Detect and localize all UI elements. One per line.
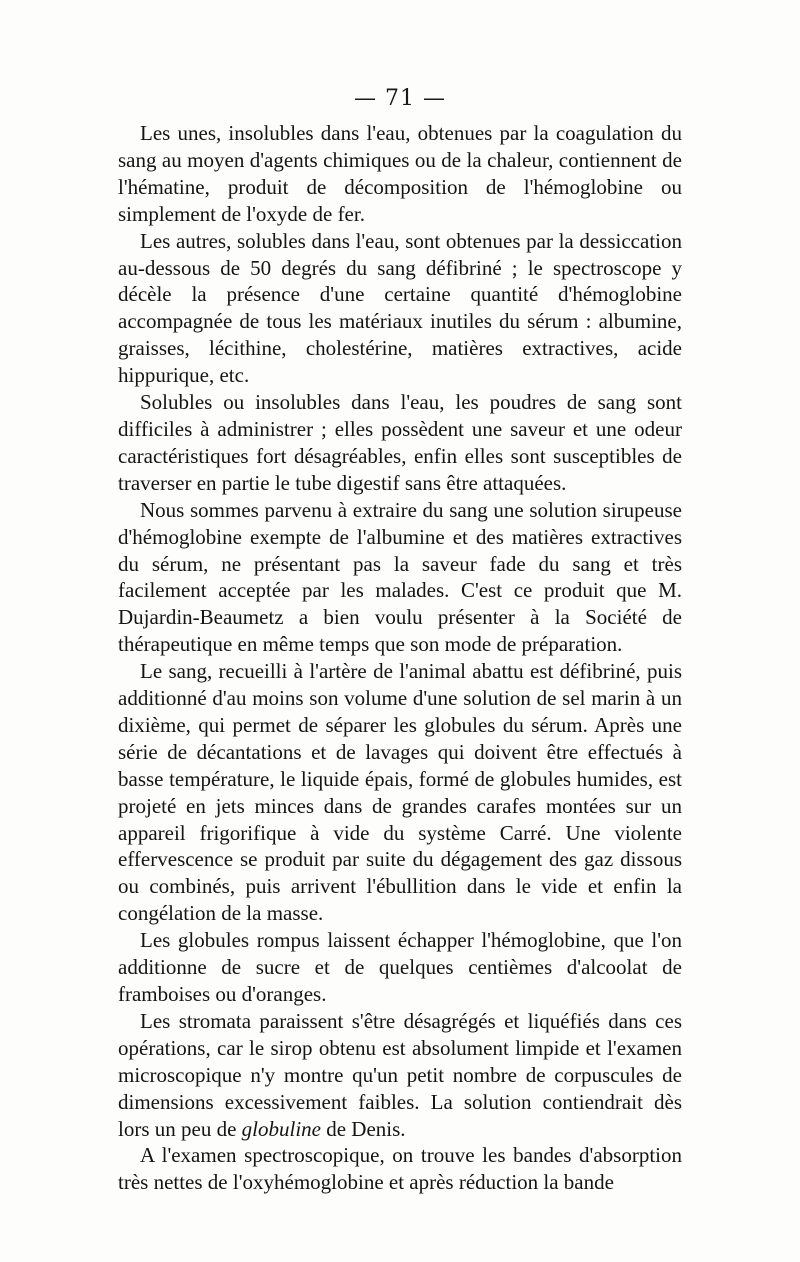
paragraph-5: Le sang, recueilli à l'artère de l'animal abattu est défibriné, puis additionné d'au moins son volume d'une solution de sel marin à un dixième, qui permet de séparer les globules du sérum. Après une série de décantations et de lavages qui doivent être effectués à basse température, le liquide épais, formé de globules humides, est projeté en jets minces dans de grandes carafes montées sur un appareil frigorifique à vide du système Carré. Une violente effervescence se produit par suite du dégagement des gaz dissous ou combinés, puis arrivent l'ébullition dans le vide et enfin la congélation de la masse. <box>118 659 682 926</box>
italic-term-globuline: globuline <box>241 1116 321 1141</box>
body-text <box>118 120 682 1196</box>
paragraph-4: Nous sommes parvenu à extraire du sang une solution sirupeuse d'hémoglobine exempte de l'albumine et des matières extractives du sérum, ne présentant pas la saveur fade du sang et très facilement acceptée par les malades. C'est ce produit que M. Dujardin-Beaumetz a bien voulu présenter à la Société de thérapeutique en même temps que son mode de préparation. <box>118 497 682 657</box>
paragraph-7 <box>118 1008 682 1143</box>
paragraph-8: A l'examen spectroscopique, on trouve les bandes d'absorption très nettes de l'oxyhémoglobine et après réduction la bande <box>118 1143 682 1195</box>
paragraph-2: Les autres, solubles dans l'eau, sont obtenues par la dessiccation au-dessous de 50 degrés du sang défibriné ; le spectroscope y décèle la présence d'une certaine quantité d'hémoglobine accompagnée de tous les matériaux inutiles du sérum : albumine, graisses, lécithine, cholestérine, matières extractives, acide hippurique, etc. <box>118 228 682 388</box>
paragraph-3: Solubles ou insolubles dans l'eau, les poudres de sang sont difficiles à administrer ; elles possèdent une saveur et une odeur caractéristiques fort désagréables, enfin elles sont susceptibles de traverser en partie le tube digestif sans être attaquées. <box>118 390 682 495</box>
paragraph-1: Les unes, insolubles dans l'eau, obtenues par la coagulation du sang au moyen d'agents chimiques ou de la chaleur, contiennent de l'hématine, produit de décomposition de l'hémoglobine ou simplement de l'oxyde de fer. <box>118 121 682 226</box>
paragraph-7-after: de Denis. <box>320 1116 406 1141</box>
paragraph-6: Les globules rompus laissent échapper l'hémoglobine, que l'on additionne de sucre et de quelques centièmes d'alcoolat de framboises ou d'oranges. <box>118 928 682 1006</box>
paragraph-7-before: Les stromata paraissent s'être désagrégés et liquéfiés dans ces opérations, car le sirop obtenu est absolument limpide et l'examen microscopique n'y montre qu'un petit nombre de corpuscules de dimensions excessivement faibles. La solution contiendrait dès lors un peu de <box>118 1008 682 1141</box>
page-number: — 71 — <box>354 86 446 111</box>
